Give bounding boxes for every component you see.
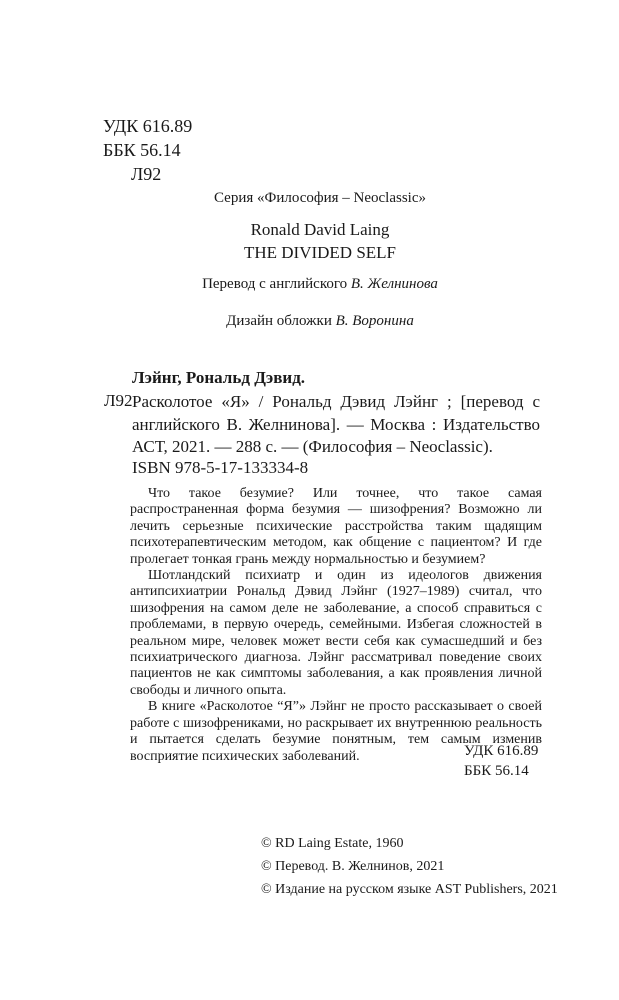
copyright-translation: © Перевод. В. Желнинов, 2021	[261, 859, 445, 874]
isbn: ISBN 978-5-17-133334-8	[132, 458, 309, 477]
annotation	[130, 486, 542, 765]
cover-designer-name: В. Воронина	[335, 313, 414, 329]
translator-name: В. Желнинова	[350, 276, 438, 292]
bibliographic-description: Расколотое «Я» / Рональд Дэвид Лэйнг ; [перевод с английского В. Желнинова]. — Москва : Издательство АСТ, 2021. — 288 с. — (Философия – Neoclassic).	[132, 392, 540, 456]
annotation-paragraph: Что такое безумие? Или точнее, что такое самая распространенная форма безумия — шизофрения? Возможно ли лечить серьезные психические расстройства таким щадящим психотерапевтическим методом, как общение с пациентом? И где пролегает тонкая грань между нормальностью и безумием?	[130, 486, 542, 567]
bbk-code: ББК 56.14	[103, 140, 181, 160]
bottom-udk-code: УДК 616.89	[464, 743, 539, 759]
cover-design-credit	[0, 313, 619, 330]
copyright-edition: © Издание на русском языке AST Publishers, 2021	[261, 882, 558, 897]
series-title: Серия «Философия – Neoclassic»	[213, 190, 427, 206]
author-sign: Л92	[131, 164, 162, 184]
udk-code: УДК 616.89	[103, 116, 193, 136]
copyright-original: © RD Laing Estate, 1960	[261, 836, 404, 851]
original-title: THE DIVIDED SELF	[243, 243, 397, 262]
original-author: Ronald David Laing	[250, 220, 390, 239]
annotation-paragraph: В книге «Расколотое “Я”» Лэйнг не просто рассказывает о своей работе с шизофрениками, но раскрывает их внутреннюю реальность и пытается сделать безумие понятным, тем самым изменив восприятие психических заболеваний.	[130, 699, 542, 764]
annotation-paragraph: Шотландский психиатр и один из идеологов движения антипсихиатрии Рональд Дэвид Лэйнг (1927–1989) считал, что шизофрения на самом деле не заболевание, а способ справиться с проблемами, в первую очередь, семейными. Избегая сложностей в реальном мире, человек может вести себя как сумасшедший и без психиатрического диагноза. Лэйнг рассматривал поведение своих пациентов не как симптомы заболевания, а как проявления личной свободы и личного опыта.	[130, 568, 542, 698]
bottom-bbk-code: ББК 56.14	[464, 763, 529, 779]
cover-design-label: Дизайн обложки	[226, 313, 332, 329]
bibliographic-heading: Лэйнг, Рональд Дэвид.	[132, 368, 306, 387]
translation-credit	[0, 276, 619, 293]
bibliographic-sign: Л92	[104, 391, 133, 410]
translation-label: Перевод с английского	[202, 276, 348, 292]
